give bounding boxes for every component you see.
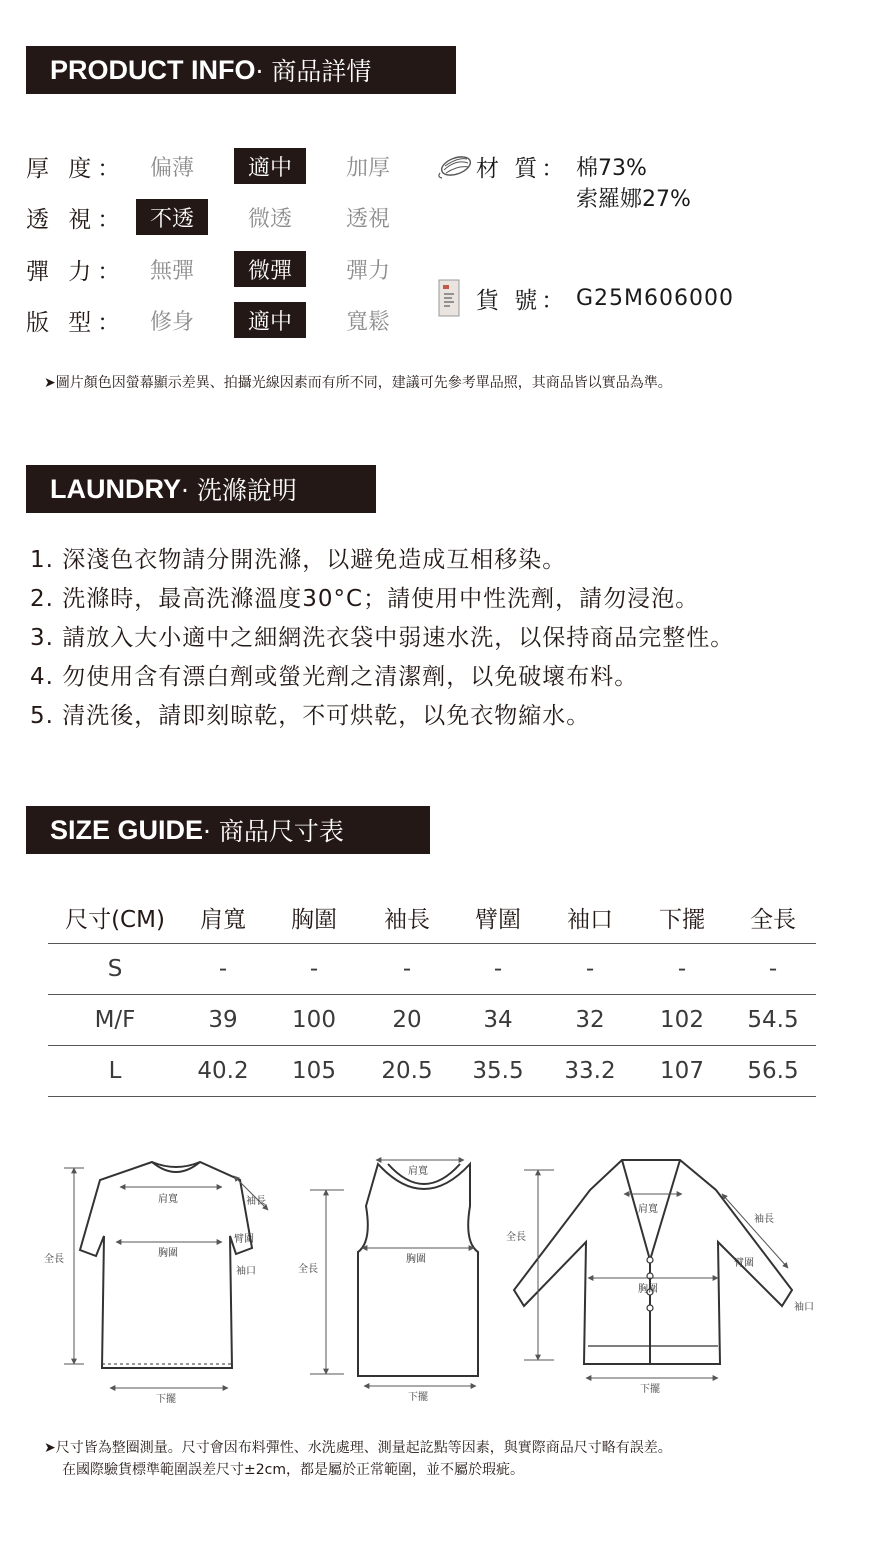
- size-value-cell: 105: [264, 1045, 364, 1096]
- attribute-label: 透 視：: [26, 206, 127, 233]
- size-table-body: [48, 943, 816, 1096]
- size-diagram: [40, 1150, 840, 1410]
- size-column-header: 肩寬: [182, 893, 264, 943]
- cardigan-shoulder-label: 肩寬: [638, 1204, 658, 1215]
- table-row: [48, 943, 816, 994]
- laundry-item: 2. 洗滌時，最高洗滌溫度30°C；請使用中性洗劑，請勿浸泡。: [30, 586, 700, 612]
- table-row: [48, 1045, 816, 1096]
- cardigan-hem-label: 下擺: [640, 1384, 660, 1395]
- size-guide-title: SIZE GUIDE: [50, 814, 204, 845]
- size-name-cell: S: [48, 943, 182, 994]
- size-footnote: [44, 1437, 672, 1481]
- laundry-item: 5. 清洗後，請即刻晾乾，不可烘乾，以免衣物縮水。: [30, 703, 591, 729]
- size-value-cell: 100: [264, 994, 364, 1045]
- cardigan-sleeve-label: 袖長: [754, 1214, 774, 1225]
- attribute-option-selected: 適中: [234, 148, 306, 184]
- tshirt-chest-label: 胸圍: [158, 1248, 178, 1259]
- laundry-list: [30, 538, 734, 733]
- size-column-header: 尺寸(CM): [48, 893, 182, 943]
- size-column-header: 臂圍: [450, 893, 546, 943]
- size-value-cell: 34: [450, 994, 546, 1045]
- attribute-option-selected: 不透: [136, 199, 208, 235]
- material-block: [436, 150, 691, 212]
- material-value-2: 索羅娜27%: [576, 186, 691, 212]
- product-info-note: ➤圖片顏色因螢幕顯示差異、拍攝光線因素而有所不同，建議可先參考單品照，其商品皆以實品為準。: [44, 375, 672, 391]
- tshirt-diagram: [80, 1162, 252, 1368]
- cardigan-arm-label: 臂圍: [734, 1258, 754, 1269]
- cardigan-length-label: 全長: [506, 1232, 526, 1243]
- sku-block: [436, 276, 734, 320]
- attribute-label: 版 型：: [26, 309, 127, 336]
- attribute-option: 修身: [149, 309, 194, 335]
- size-value-cell: -: [730, 943, 816, 994]
- product-info-subtitle: · 商品詳情: [255, 57, 372, 86]
- size-table-header-row: [48, 893, 816, 943]
- tanktop-hem-label: 下擺: [408, 1392, 428, 1403]
- attribute-label: 彈 力：: [26, 258, 127, 285]
- laundry-item: 4. 勿使用含有漂白劑或螢光劑之清潔劑，以免破壞布料。: [30, 664, 639, 690]
- size-value-cell: -: [634, 943, 730, 994]
- size-value-cell: 33.2: [546, 1045, 634, 1096]
- size-name-cell: M/F: [48, 994, 182, 1045]
- attribute-row: [26, 300, 404, 340]
- size-value-cell: -: [364, 943, 450, 994]
- size-table: [48, 893, 816, 1097]
- product-info-header: [26, 46, 456, 94]
- sku-label: 貨 號：: [476, 287, 569, 314]
- attribute-option: 無彈: [149, 258, 194, 284]
- size-value-cell: 56.5: [730, 1045, 816, 1096]
- size-footnote-line-1: ➤尺寸皆為整圈測量。尺寸會因布料彈性、水洗處理、測量起訖點等因素，與實際商品尺寸略有誤差。: [44, 1440, 672, 1456]
- product-info-title: PRODUCT INFO: [50, 54, 256, 85]
- laundry-title: LAUNDRY: [50, 473, 181, 504]
- material-label: 材 質：: [476, 155, 569, 182]
- size-column-header: 全長: [730, 893, 816, 943]
- size-value-cell: 107: [634, 1045, 730, 1096]
- size-value-cell: -: [546, 943, 634, 994]
- size-value-cell: 20.5: [364, 1045, 450, 1096]
- sku-value: G25M606000: [576, 285, 735, 311]
- attribute-row: [26, 197, 404, 237]
- size-guide-subtitle: · 商品尺寸表: [203, 817, 344, 846]
- size-column-header: 袖口: [546, 893, 634, 943]
- tanktop-length-label: 全長: [298, 1264, 318, 1275]
- attribute-row: [26, 249, 404, 289]
- size-value-cell: 54.5: [730, 994, 816, 1045]
- size-column-header: 袖長: [364, 893, 450, 943]
- tanktop-chest-label: 胸圍: [406, 1254, 426, 1265]
- tanktop-shoulder-label: 肩寬: [408, 1166, 428, 1177]
- yarn-spool-icon: [436, 151, 476, 181]
- table-row: [48, 994, 816, 1045]
- attribute-option: 偏薄: [149, 155, 194, 181]
- material-value-1: 棉73%: [576, 155, 647, 181]
- laundry-subtitle: · 洗滌說明: [181, 476, 297, 505]
- size-value-cell: 35.5: [450, 1045, 546, 1096]
- size-value-cell: 39: [182, 994, 264, 1045]
- cardigan-cuff-label: 袖口: [794, 1302, 814, 1313]
- size-column-header: 下擺: [634, 893, 730, 943]
- size-value-cell: -: [182, 943, 264, 994]
- tshirt-shoulder-label: 肩寬: [158, 1194, 178, 1205]
- size-value-cell: 102: [634, 994, 730, 1045]
- size-value-cell: 20: [364, 994, 450, 1045]
- attribute-option: 彈力: [345, 258, 390, 284]
- size-value-cell: -: [264, 943, 364, 994]
- size-value-cell: -: [450, 943, 546, 994]
- attribute-option-selected: 適中: [234, 302, 306, 338]
- tshirt-arm-label: 臂圍: [234, 1234, 254, 1245]
- tshirt-sleeve-label: 袖長: [246, 1196, 266, 1207]
- laundry-item: 3. 請放入大小適中之細網洗衣袋中弱速水洗，以保持商品完整性。: [30, 625, 735, 651]
- tanktop-diagram: [358, 1164, 478, 1376]
- attribute-option: 透視: [345, 206, 390, 232]
- size-column-header: 胸圍: [264, 893, 364, 943]
- tshirt-length-label: 全長: [44, 1254, 64, 1265]
- size-name-cell: L: [48, 1045, 182, 1096]
- attribute-option: 寬鬆: [345, 309, 390, 335]
- attribute-option: 微透: [247, 206, 292, 232]
- tshirt-hem-label: 下擺: [156, 1394, 176, 1405]
- attribute-option-selected: 微彈: [234, 251, 306, 287]
- cardigan-chest-label: 胸圍: [638, 1284, 658, 1295]
- tag-icon: [436, 278, 464, 318]
- size-value-cell: 40.2: [182, 1045, 264, 1096]
- size-guide-header: [26, 806, 430, 854]
- laundry-item: 1. 深淺色衣物請分開洗滌，以避免造成互相移染。: [30, 547, 567, 573]
- laundry-header: [26, 465, 376, 513]
- size-footnote-line-2: 在國際驗貨標準範圍誤差尺寸±2cm，都是屬於正常範圍，並不屬於瑕疵。: [62, 1462, 524, 1478]
- attribute-option: 加厚: [345, 155, 390, 181]
- tshirt-cuff-label: 袖口: [236, 1266, 256, 1277]
- attribute-row: [26, 146, 404, 186]
- size-value-cell: 32: [546, 994, 634, 1045]
- attribute-label: 厚 度：: [26, 155, 127, 182]
